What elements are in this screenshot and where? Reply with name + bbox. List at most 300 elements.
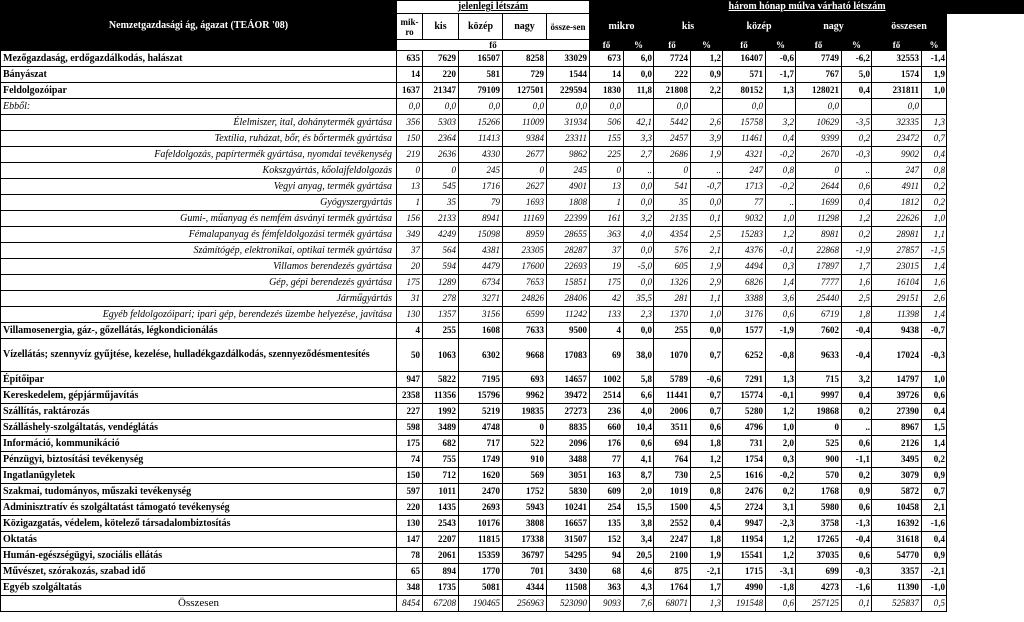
current-value-cell: 2543 — [423, 516, 459, 532]
current-value-cell: 5219 — [459, 404, 503, 420]
future-change-pct-cell: 1,2 — [766, 548, 796, 564]
future-change-pct-cell: -1,4 — [922, 51, 947, 67]
current-value-cell: 31507 — [547, 532, 590, 548]
future-change-pct-cell: 15,5 — [624, 500, 654, 516]
future-change-pct-cell: -3,5 — [842, 115, 872, 131]
future-value-cell: 11390 — [872, 580, 922, 596]
row-label: Ebből: — [1, 99, 397, 115]
future-value-cell: 3495 — [872, 452, 922, 468]
future-change-pct-cell: 1,1 — [691, 291, 723, 307]
future-value-cell: 19 — [590, 259, 624, 275]
future-value-cell: 4 — [590, 323, 624, 339]
future-value-cell: 7602 — [796, 323, 842, 339]
table-row — [1, 179, 1024, 195]
future-change-pct-cell: -0,4 — [842, 323, 872, 339]
future-value-cell: 11298 — [796, 211, 842, 227]
future-change-pct-cell: 0,6 — [691, 420, 723, 436]
current-value-cell: 356 — [397, 115, 423, 131]
future-change-pct-cell: -1,5 — [922, 243, 947, 259]
current-value-cell: 4 — [397, 323, 423, 339]
current-value-cell: 569 — [503, 468, 547, 484]
current-value-cell: 175 — [397, 436, 423, 452]
current-value-cell: 220 — [397, 500, 423, 516]
current-value-cell: 278 — [423, 291, 459, 307]
current-value-cell: 14 — [397, 67, 423, 83]
future-value-cell: 32553 — [872, 51, 922, 67]
row-label: Számítógép, elektronikai, optikai termék gyártása — [1, 243, 397, 259]
future-change-pct-cell: -0,3 — [922, 339, 947, 372]
future-value-cell: 694 — [654, 436, 691, 452]
current-value-cell: 15796 — [459, 388, 503, 404]
future-change-pct-cell: 3,2 — [766, 115, 796, 131]
current-value-cell: 15359 — [459, 548, 503, 564]
future-value-cell: 1715 — [723, 564, 766, 580]
future-col-large: nagy — [796, 14, 872, 40]
current-value-cell: 717 — [459, 436, 503, 452]
future-change-pct-cell: 4,0 — [624, 404, 654, 420]
future-value-cell: 767 — [796, 67, 842, 83]
table-row — [1, 211, 1024, 227]
future-change-pct-cell — [691, 99, 723, 115]
future-change-pct-cell: 1,2 — [766, 227, 796, 243]
table-row — [1, 436, 1024, 452]
row-label: Bányászat — [1, 67, 397, 83]
current-value-cell: 1357 — [423, 307, 459, 323]
future-change-pct-cell: 1,2 — [842, 211, 872, 227]
current-value-cell: 127501 — [503, 83, 547, 99]
future-value-cell: 731 — [723, 436, 766, 452]
current-value-cell: 594 — [423, 259, 459, 275]
future-value-cell: 281 — [654, 291, 691, 307]
future-value-cell: 5442 — [654, 115, 691, 131]
table-row — [1, 532, 1024, 548]
future-change-pct-cell: 1,2 — [766, 404, 796, 420]
row-label: Vegyi anyag, termék gyártása — [1, 179, 397, 195]
future-change-pct-cell: 0,7 — [691, 388, 723, 404]
future-value-cell: 80152 — [723, 83, 766, 99]
current-value-cell: 11815 — [459, 532, 503, 548]
future-change-pct-cell: -0,2 — [766, 147, 796, 163]
current-value-cell: 701 — [503, 564, 547, 580]
table-row — [1, 596, 1024, 612]
current-value-cell: 7653 — [503, 275, 547, 291]
future-change-pct-cell: 0,2 — [842, 131, 872, 147]
future-value-cell: 4273 — [796, 580, 842, 596]
future-col-total: összesen — [872, 14, 947, 40]
table-row — [1, 67, 1024, 83]
future-headcount-group-header: három hónap múlva várható létszám — [590, 1, 1024, 14]
current-unit-header: fő — [397, 40, 590, 51]
current-value-cell: 6734 — [459, 275, 503, 291]
future-value-cell: 506 — [590, 115, 624, 131]
future-change-pct-cell: 5,0 — [842, 67, 872, 83]
future-change-pct-cell — [766, 99, 796, 115]
table-row — [1, 243, 1024, 259]
future-change-pct-cell: -0,4 — [842, 532, 872, 548]
current-headcount-group-header: jelenlegi létszám — [397, 1, 590, 14]
future-change-pct-cell: 1,0 — [691, 307, 723, 323]
table-row — [1, 468, 1024, 484]
current-value-cell: 16507 — [459, 51, 503, 67]
current-value-cell: 693 — [503, 372, 547, 388]
current-value-cell: 4344 — [503, 580, 547, 596]
row-label: Mezőgazdaság, erdőgazdálkodás, halászat — [1, 51, 397, 67]
current-value-cell: 6599 — [503, 307, 547, 323]
future-value-cell: 1002 — [590, 372, 624, 388]
future-change-pct-cell: 2,6 — [922, 291, 947, 307]
future-change-pct-cell: 4,6 — [624, 564, 654, 580]
future-change-pct-cell: 3,3 — [624, 131, 654, 147]
future-change-pct-cell: 4,3 — [624, 580, 654, 596]
current-value-cell: 11242 — [547, 307, 590, 323]
current-value-cell: 190465 — [459, 596, 503, 612]
future-change-pct-cell: 1,5 — [922, 420, 947, 436]
future-change-pct-cell: 0,4 — [842, 83, 872, 99]
table-row — [1, 564, 1024, 580]
future-value-cell: 17265 — [796, 532, 842, 548]
current-value-cell: 2693 — [459, 500, 503, 516]
future-change-pct-cell: 2,9 — [691, 275, 723, 291]
future-value-cell: 570 — [796, 468, 842, 484]
future-value-cell: 3758 — [796, 516, 842, 532]
future-change-pct-cell: 0,6 — [842, 436, 872, 452]
current-value-cell: 67208 — [423, 596, 459, 612]
future-value-cell: 37035 — [796, 548, 842, 564]
future-change-pct-cell: 1,7 — [691, 580, 723, 596]
future-change-pct-cell: 0,7 — [922, 484, 947, 500]
future-value-cell: 1326 — [654, 275, 691, 291]
current-value-cell: 19835 — [503, 404, 547, 420]
future-change-pct-cell: -6,2 — [842, 51, 872, 67]
future-value-cell: 3079 — [872, 468, 922, 484]
row-label: Összesen — [1, 596, 397, 612]
current-value-cell: 0,0 — [423, 99, 459, 115]
unit-fo: fő — [723, 40, 766, 51]
future-value-cell: 10629 — [796, 115, 842, 131]
current-value-cell: 2636 — [423, 147, 459, 163]
current-value-cell: 0,0 — [547, 99, 590, 115]
current-value-cell: 1637 — [397, 83, 423, 99]
current-value-cell: 15098 — [459, 227, 503, 243]
future-change-pct-cell: 1,1 — [922, 227, 947, 243]
future-value-cell: 6719 — [796, 307, 842, 323]
current-value-cell: 910 — [503, 452, 547, 468]
future-change-pct-cell: -0,3 — [842, 147, 872, 163]
table-row — [1, 452, 1024, 468]
future-change-pct-cell: -0,3 — [842, 564, 872, 580]
current-value-cell: 256963 — [503, 596, 547, 612]
future-change-pct-cell: 1,6 — [922, 275, 947, 291]
current-value-cell: 0 — [503, 163, 547, 179]
future-change-pct-cell: 0,6 — [624, 436, 654, 452]
future-change-pct-cell: -0,2 — [766, 468, 796, 484]
future-value-cell: 42 — [590, 291, 624, 307]
future-value-cell: 247 — [723, 163, 766, 179]
future-col-medium: közép — [723, 14, 796, 40]
table-row — [1, 420, 1024, 436]
current-value-cell: 229594 — [547, 83, 590, 99]
current-value-cell: 219 — [397, 147, 423, 163]
current-value-cell: 4479 — [459, 259, 503, 275]
table-row — [1, 275, 1024, 291]
table-body — [1, 51, 1024, 612]
future-value-cell: 27857 — [872, 243, 922, 259]
current-value-cell: 2133 — [423, 211, 459, 227]
row-label: Fémalapanyag és fémfeldolgozási termék gyártása — [1, 227, 397, 243]
current-value-cell: 28406 — [547, 291, 590, 307]
future-change-pct-cell: 5,8 — [624, 372, 654, 388]
future-value-cell: 31618 — [872, 532, 922, 548]
current-value-cell: 1693 — [503, 195, 547, 211]
future-change-pct-cell: -1,0 — [922, 580, 947, 596]
current-value-cell: 8258 — [503, 51, 547, 67]
future-value-cell: 0,0 — [872, 99, 922, 115]
future-change-pct-cell: 2,5 — [842, 291, 872, 307]
current-value-cell: 1544 — [547, 67, 590, 83]
future-value-cell: 17897 — [796, 259, 842, 275]
current-value-cell: 3430 — [547, 564, 590, 580]
current-value-cell: 36797 — [503, 548, 547, 564]
future-value-cell: 16392 — [872, 516, 922, 532]
future-change-pct-cell: 2,2 — [691, 83, 723, 99]
row-label: Szakmai, tudományos, műszaki tevékenység — [1, 484, 397, 500]
future-value-cell: 699 — [796, 564, 842, 580]
future-value-cell: 2476 — [723, 484, 766, 500]
future-value-cell: 2006 — [654, 404, 691, 420]
future-change-pct-cell: 0,2 — [766, 484, 796, 500]
future-change-pct-cell: 4,5 — [691, 500, 723, 516]
future-change-pct-cell: -0,6 — [766, 51, 796, 67]
current-value-cell: 1 — [397, 195, 423, 211]
future-change-pct-cell: -1,9 — [766, 323, 796, 339]
current-value-cell: 2358 — [397, 388, 423, 404]
current-value-cell: 0,0 — [397, 99, 423, 115]
future-value-cell: 257125 — [796, 596, 842, 612]
future-value-cell: 15541 — [723, 548, 766, 564]
future-change-pct-cell: 1,0 — [766, 420, 796, 436]
current-value-cell: 1735 — [423, 580, 459, 596]
current-value-cell: 79109 — [459, 83, 503, 99]
current-value-cell: 13 — [397, 179, 423, 195]
future-change-pct-cell: -0,2 — [766, 179, 796, 195]
current-value-cell: 21347 — [423, 83, 459, 99]
future-value-cell: 605 — [654, 259, 691, 275]
future-change-pct-cell: 0,2 — [842, 227, 872, 243]
future-value-cell: 35 — [654, 195, 691, 211]
future-value-cell: 1070 — [654, 339, 691, 372]
current-value-cell: 4901 — [547, 179, 590, 195]
future-change-pct-cell: 1,0 — [922, 372, 947, 388]
future-value-cell: 0,0 — [723, 99, 766, 115]
future-value-cell: 222 — [654, 67, 691, 83]
future-change-pct-cell: -1,7 — [766, 67, 796, 83]
unit-pct: % — [842, 40, 872, 51]
current-value-cell: 0,0 — [503, 99, 547, 115]
future-value-cell: 37 — [590, 243, 624, 259]
current-value-cell: 23305 — [503, 243, 547, 259]
current-value-cell: 11508 — [547, 580, 590, 596]
future-change-pct-cell: 3,1 — [766, 500, 796, 516]
future-change-pct-cell: -1,8 — [766, 580, 796, 596]
future-change-pct-cell: 1,9 — [922, 67, 947, 83]
row-label: Gép, gépi berendezés gyártása — [1, 275, 397, 291]
current-value-cell: 10241 — [547, 500, 590, 516]
future-value-cell: 4494 — [723, 259, 766, 275]
current-value-cell: 20 — [397, 259, 423, 275]
future-value-cell: 176 — [590, 436, 624, 452]
current-value-cell: 348 — [397, 580, 423, 596]
row-label: Kokszgyártás, kőolajfeldolgozás — [1, 163, 397, 179]
current-value-cell: 11009 — [503, 115, 547, 131]
future-change-pct-cell: 6,6 — [624, 388, 654, 404]
current-value-cell: 150 — [397, 131, 423, 147]
current-value-cell: 78 — [397, 548, 423, 564]
future-value-cell: 1370 — [654, 307, 691, 323]
future-change-pct-cell: -0,6 — [691, 372, 723, 388]
future-value-cell: 16407 — [723, 51, 766, 67]
current-value-cell: 1435 — [423, 500, 459, 516]
current-value-cell: 220 — [423, 67, 459, 83]
future-value-cell: 525837 — [872, 596, 922, 612]
current-col-small: kis — [423, 14, 459, 40]
future-value-cell: 8967 — [872, 420, 922, 436]
current-value-cell: 130 — [397, 516, 423, 532]
future-change-pct-cell: -0,8 — [766, 339, 796, 372]
current-value-cell: 147 — [397, 532, 423, 548]
current-value-cell: 245 — [547, 163, 590, 179]
current-value-cell: 79 — [459, 195, 503, 211]
future-value-cell: 19868 — [796, 404, 842, 420]
future-change-pct-cell: 1,2 — [766, 532, 796, 548]
future-change-pct-cell: 0,0 — [624, 323, 654, 339]
current-value-cell: 7629 — [423, 51, 459, 67]
future-value-cell: 0 — [654, 163, 691, 179]
table-row — [1, 163, 1024, 179]
row-label: Ingatlanügyletek — [1, 468, 397, 484]
future-change-pct-cell: 0,9 — [922, 468, 947, 484]
future-value-cell: 14 — [590, 67, 624, 83]
future-value-cell: 0 — [796, 163, 842, 179]
future-value-cell: 32335 — [872, 115, 922, 131]
future-change-pct-cell: -3,1 — [766, 564, 796, 580]
future-change-pct-cell: -1,6 — [922, 516, 947, 532]
row-label: Egyéb szolgáltatás — [1, 580, 397, 596]
future-change-pct-cell: 0,6 — [842, 179, 872, 195]
current-value-cell: 755 — [423, 452, 459, 468]
future-value-cell: 4990 — [723, 580, 766, 596]
future-value-cell: 1500 — [654, 500, 691, 516]
future-change-pct-cell: 2,1 — [691, 243, 723, 259]
current-value-cell: 28287 — [547, 243, 590, 259]
future-change-pct-cell: 1,6 — [842, 275, 872, 291]
future-value-cell: 0 — [590, 163, 624, 179]
future-value-cell: 2644 — [796, 179, 842, 195]
future-value-cell: 660 — [590, 420, 624, 436]
unit-pct: % — [691, 40, 723, 51]
current-value-cell: 7195 — [459, 372, 503, 388]
future-value-cell: 13 — [590, 179, 624, 195]
future-change-pct-cell: 1,9 — [691, 147, 723, 163]
future-value-cell: 15283 — [723, 227, 766, 243]
future-value-cell: 730 — [654, 468, 691, 484]
future-change-pct-cell: 38,0 — [624, 339, 654, 372]
row-label: Feldolgozóipar — [1, 83, 397, 99]
future-change-pct-cell: 3,2 — [624, 211, 654, 227]
future-value-cell: 28981 — [872, 227, 922, 243]
current-value-cell: 0 — [397, 163, 423, 179]
future-change-pct-cell: 2,5 — [691, 468, 723, 484]
current-value-cell: 1992 — [423, 404, 459, 420]
current-value-cell: 65 — [397, 564, 423, 580]
future-value-cell: 2135 — [654, 211, 691, 227]
future-value-cell: 5980 — [796, 500, 842, 516]
future-change-pct-cell: 0,4 — [842, 195, 872, 211]
current-value-cell: 22399 — [547, 211, 590, 227]
current-value-cell: 1011 — [423, 484, 459, 500]
future-change-pct-cell: -0,1 — [766, 243, 796, 259]
future-value-cell: 5280 — [723, 404, 766, 420]
row-label: Villamosenergia, gáz-, gőzellátás, légkondicionálás — [1, 323, 397, 339]
future-value-cell: 715 — [796, 372, 842, 388]
future-value-cell: 2724 — [723, 500, 766, 516]
current-value-cell: 150 — [397, 468, 423, 484]
row-label: Pénzügyi, biztosítási tevékenység — [1, 452, 397, 468]
current-value-cell: 1770 — [459, 564, 503, 580]
future-value-cell: 133 — [590, 307, 624, 323]
unit-pct: % — [922, 40, 947, 51]
future-change-pct-cell: 1,4 — [766, 275, 796, 291]
current-value-cell: 635 — [397, 51, 423, 67]
future-change-pct-cell: 0,0 — [691, 323, 723, 339]
current-value-cell: 54295 — [547, 548, 590, 564]
future-value-cell: 11441 — [654, 388, 691, 404]
future-change-pct-cell: 0,3 — [766, 259, 796, 275]
current-value-cell: 1620 — [459, 468, 503, 484]
current-value-cell: 9668 — [503, 339, 547, 372]
future-value-cell: 4354 — [654, 227, 691, 243]
current-value-cell: 581 — [459, 67, 503, 83]
future-value-cell: 2100 — [654, 548, 691, 564]
future-change-pct-cell: -2,1 — [922, 564, 947, 580]
future-change-pct-cell: 0,4 — [922, 147, 947, 163]
future-change-pct-cell: 1,0 — [922, 211, 947, 227]
future-change-pct-cell: 1,4 — [922, 307, 947, 323]
future-value-cell: 152 — [590, 532, 624, 548]
future-change-pct-cell: 2,0 — [766, 436, 796, 452]
current-value-cell: 2364 — [423, 131, 459, 147]
future-change-pct-cell: 2,1 — [922, 500, 947, 516]
table-row — [1, 372, 1024, 388]
future-change-pct-cell: 0,0 — [624, 275, 654, 291]
future-value-cell: 1 — [590, 195, 624, 211]
future-change-pct-cell: -0,7 — [691, 179, 723, 195]
table-row — [1, 323, 1024, 339]
future-value-cell: 1699 — [796, 195, 842, 211]
row-label: Textília, ruházat, bőr, és bőrtermék gyártása — [1, 131, 397, 147]
current-value-cell: 4381 — [459, 243, 503, 259]
row-label: Járműgyártás — [1, 291, 397, 307]
current-value-cell: 5943 — [503, 500, 547, 516]
future-value-cell: 25440 — [796, 291, 842, 307]
current-value-cell: 598 — [397, 420, 423, 436]
future-change-pct-cell: .. — [842, 420, 872, 436]
current-value-cell: 1752 — [503, 484, 547, 500]
future-change-pct-cell: 0,4 — [922, 532, 947, 548]
future-value-cell: 22868 — [796, 243, 842, 259]
future-change-pct-cell: -0,4 — [842, 339, 872, 372]
future-change-pct-cell: 0,9 — [691, 67, 723, 83]
future-value-cell: 1768 — [796, 484, 842, 500]
